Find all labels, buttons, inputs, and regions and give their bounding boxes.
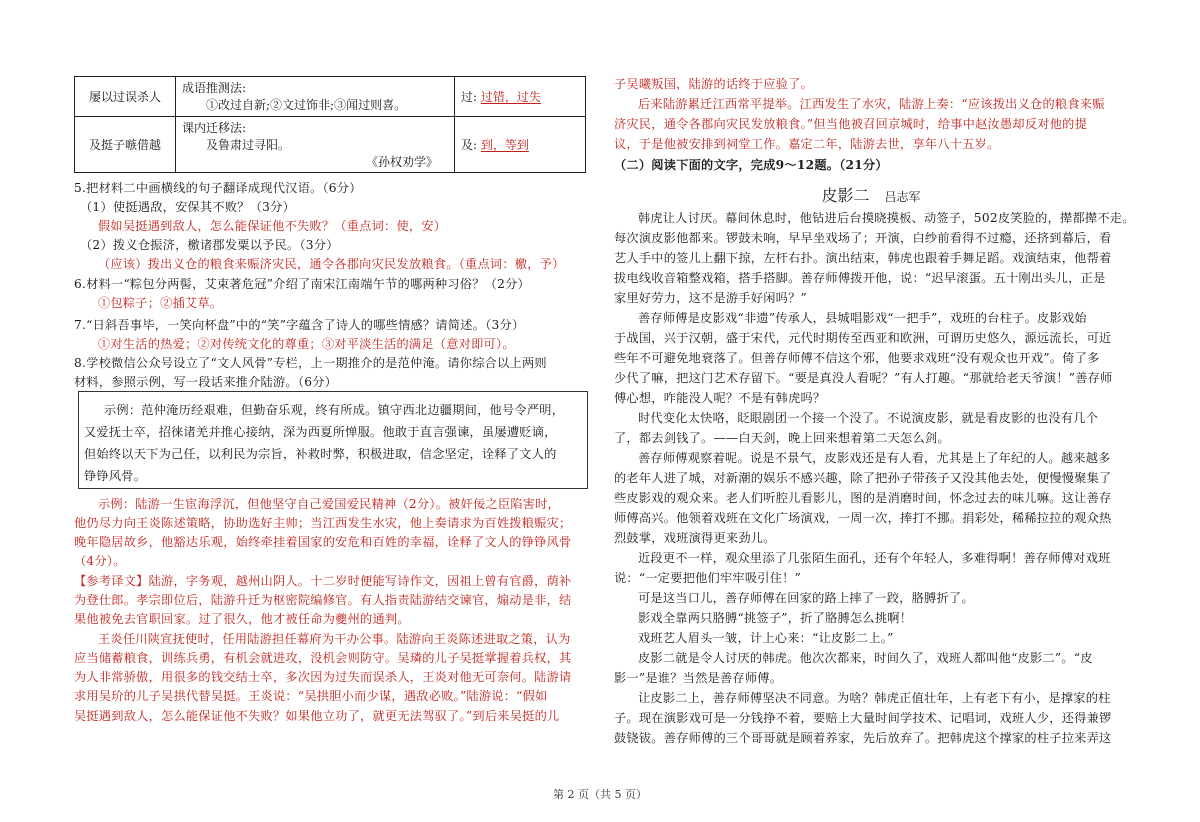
- story-line: 戏班艺人眉头一皱，计上心来：“让皮影二上。”: [638, 631, 894, 645]
- answer-7: ①对生活的热爱；②对传统文化的尊重；③对平淡生活的满足（意对即可）。: [98, 337, 515, 351]
- translation-line: 果他被免去官职回家。过了很久，他才被任命为夔州的通判。: [74, 612, 410, 626]
- answer-label: 及:: [461, 138, 478, 152]
- answer-8-line: 他仍尽力向王炎陈述策略，协助选好主帅；当江西发生水灾，他上奏请求为百姓拨粮赈灾；: [74, 516, 572, 530]
- story-line: 傅心想，咋能没人呢？不是有韩虎吗？: [614, 391, 826, 405]
- question-8-line2: 材料，参照示例，写一段话来推介陆游。（6分）: [74, 375, 338, 389]
- method-cell: [176, 77, 455, 117]
- story-line: 善存师傅观察着呢。说是不景气，皮影戏还是有人看，尤其是上了年纪的人。越来越多: [638, 451, 1111, 465]
- story-line: 让皮影二上，善存师傅坚决不同意。为啥？韩虎正值壮年，上有老下有小，是撑家的柱: [638, 691, 1111, 705]
- translation-line: 应当储蓄粮食，训练兵勇，有机会就进攻，没机会则防守。吴璘的儿子吴挺掌握着兵权，其: [74, 651, 572, 665]
- story-line: 家里好劳力，这不是游手好闲吗？”: [614, 291, 808, 305]
- story-line: 皮影二就是令人讨厌的韩虎。他次次都来，时间久了，戏班人都叫他“皮影二”。“皮: [638, 651, 1093, 665]
- story-line: 善存师傅是皮影戏“非遗”传承人，县城唱影戏“一把手”，戏班的台柱子。皮影戏始: [638, 311, 1087, 325]
- story-title-row: [614, 183, 1128, 206]
- answer-8-line: 示例：陆游一生宦海浮沉，但他坚守自己爱国爱民精神（2分）。被奸佞之臣陷害时，: [98, 497, 561, 511]
- word-cell: 及挺子嗾借越: [75, 117, 176, 173]
- story-line: 师傅高兴。他领着戏班在文化广场演戏，一周一次，捧打不挪。捐彩处，稀稀拉拉的观众热: [614, 511, 1112, 525]
- story-line: 韩虎让人讨厌。幕间休息时，他钻进后台摸晓摸板、动签子，502皮笑脸的，撵都撵不走。: [638, 211, 1135, 225]
- method-cell: [176, 117, 455, 173]
- translation-label: 【参考译文】: [74, 574, 149, 588]
- story-line: 些年不可避免地衰落了。但善存师傅不信这个邪，他要求戏班“没有观众也开戏”。倚了多: [614, 351, 1100, 365]
- story-line: 近段更不一样，观众里添了几张陌生面孔，还有个年轻人，多难得啊！善存师傅对戏班: [638, 551, 1111, 565]
- question-5-1: （1）使挺遇敌，安保其不败？（3分）: [80, 200, 296, 214]
- story-line: 说：“一定要把他们牢牢吸引住！”: [614, 571, 802, 585]
- method-label: 课内迁移法:: [182, 121, 247, 135]
- story-author: 吕志军: [884, 190, 921, 204]
- table-row: [75, 117, 586, 173]
- story-line: 影戏全靠两只胳膊“挑签子”，折了胳膊怎么挑啊！: [638, 611, 913, 625]
- story-line: 了，都去剑钱了。——白天剑，晚上回来想着第二天怎么剑。: [614, 431, 950, 445]
- table-row: [75, 77, 586, 117]
- story-line: 些皮影戏的观众来。老人们听腔儿看影儿，图的是消磨时间，怀念过去的味儿嘛。这让善存: [614, 491, 1112, 505]
- story-line: 时代变化太快咯，眨眼剧团一个接一个没了。不说演皮影，就是看皮影的也没有几个: [638, 411, 1099, 425]
- translation-continued: 后来陆游累迁江西常平提举。江西发生了水灾，陆游上奏：“应该拨出义仓的粮食来赈: [638, 97, 1105, 111]
- answer-cell: [455, 77, 586, 117]
- method-source: 《孙权劝学》: [365, 155, 438, 169]
- translation-continued: 济灾民，通令各郡向灾民发放粮食。”但当他被召回京城时，给事中赵汝愚却反对他的提: [614, 117, 1088, 131]
- translation-continued: 子吴曦叛国，陆游的话终于应验了。: [614, 77, 813, 91]
- answer-8-line: （4分）。: [74, 554, 126, 568]
- method-options: ①改过自新;②文过饰非;③闻过则喜。: [206, 98, 407, 112]
- story-line: 少代了嘛，把这门艺术存留下。“要是真没人看呢？”有人打趣。“那就给老天爷演！”善存师: [614, 371, 1113, 385]
- story-line: 于战国，兴于汉朝，盛于宋代，元代时期传至西亚和欧洲，可谓历史悠久，源远流长，可近: [614, 331, 1112, 345]
- translation-line: 王炎任川陕宣抚使时，任用陆游担任幕府为干办公事。陆游向王炎陈述进取之策，认为: [98, 632, 571, 646]
- translation-line: 为人非常骄傲，用很多的钱交结士卒，多次因为过失而误杀人，王炎对他无可奈何。陆游请: [74, 670, 572, 684]
- answer-label: 过:: [461, 90, 478, 104]
- translation-line: 为登仕郎。孝宗即位后，陆游升迁为枢密院编修官。有人指责陆游结交谏官，煽动是非，结: [74, 593, 572, 607]
- method-label: 成语推测法:: [182, 81, 247, 95]
- question-8-line1: 8.学校微信公众号设立了“文人风骨”专栏，上一期推介的是范仲淹。请你综合以上两则: [74, 356, 547, 370]
- story-line: 艺人手中的签儿上翻下掠，左杆右扑。演出结束，韩虎也跟着手舞足蹈。戏演结束，他帮着: [614, 251, 1112, 265]
- translation-text: 陆游，字务观，越州山阴人。十二岁时便能写诗作文，因祖上曾有官爵，荫补: [148, 574, 572, 588]
- question-5-2: （2）拨义仓振济，檄诸郡发粟以予民。（3分）: [80, 238, 339, 252]
- story-line: 拔电线收音箱整戏箱，搭手搭脚。善存师傅拨开他，说：“迟早滚蛋。五十刚出头儿，正是: [614, 271, 1106, 285]
- story-line: 的老年人进了城，对新潮的娱乐不感兴趣，除了把孙子带孩子又没其他去处，便慢慢聚集了: [614, 471, 1112, 485]
- story-line: 每次演皮影他都来。锣鼓未响，早早坐戏场了；开演，白纱前看得不过瘾，还挤到幕后，看: [614, 231, 1112, 245]
- answer-8-line: 晚年隐居故乡，他豁达乐观，始终牵挂着国家的安危和百姓的幸福，诠释了文人的铮铮风骨: [74, 535, 572, 549]
- section-heading: （二）阅读下面的文字，完成9～12题。（21分）: [614, 158, 888, 172]
- story-line: 可是这当口儿，善存师傅在回家的路上摔了一跤，胳膊折了。: [638, 591, 974, 605]
- answer-5-1: 假如吴挺遇到敌人，怎么能保证他不失败？（重点词：使，安）: [98, 219, 447, 233]
- story-line: 烈鼓掌，戏班演得更来劲儿。: [614, 531, 776, 545]
- question-5: 5.把材料二中画横线的句子翻译成现代汉语。（6分）: [74, 181, 362, 195]
- story-line: 鼓铙钹。善存师傅的三个哥哥就是顾着养家，先后放弃了。把韩虎这个撑家的柱子拉来弄这: [614, 731, 1112, 745]
- story-title: 皮影二: [821, 186, 870, 205]
- answer-value: 过错，过失: [480, 90, 541, 104]
- example-line: 又爱抚士卒，招徕诸羌并推心接纳，深为西夏所惮服。他敢于直言强谏，虽屡遭贬谪，: [84, 425, 557, 439]
- question-6: 6.材料一“粽包分两髻，艾束著危冠”介绍了南宋江南端午节的哪两种习俗？（2分）: [74, 277, 530, 291]
- answer-5-2: （应该）拨出义仓的粮食来赈济灾民，通令各郡向灾民发放粮食。（重点词：檄，予）: [98, 257, 565, 271]
- example-box: [78, 391, 588, 489]
- answer-cell: [455, 117, 586, 173]
- question-7: 7.“日斜吾事毕，一笑向杯盘”中的“笑”字蕴含了诗人的哪些情感？请简述。（3分）: [74, 318, 525, 332]
- example-line: 铮铮风骨。: [84, 469, 147, 483]
- answer-6: ①包粽子；②插艾草。: [98, 296, 223, 310]
- example-line: 但始终以天下为己任，以利民为宗旨，补救时弊，积极进取，信念坚定，诠释了文人的: [84, 447, 557, 461]
- answer-value: 到，等到: [480, 138, 529, 152]
- translation-first-line: [74, 573, 572, 589]
- example-line: 示例：范仲淹历经艰难，但勤奋乐观，终有所成。镇守西北边疆期间，他号令严明，: [104, 403, 565, 417]
- word-cell: 屡以过误杀人: [75, 77, 176, 117]
- translation-continued: 议，于是他被安排到祠堂工作。嘉定二年，陆游去世，享年八十五岁。: [614, 137, 1000, 151]
- translation-line: 求用吴玠的儿子吴拱代替吴挺。王炎说：“吴拱胆小而少谋，遇敌必败。”陆游说：“假如: [74, 689, 548, 703]
- method-example: 及鲁肃过寻阳。: [206, 138, 291, 152]
- page-footer: 第 2 页（共 5 页）: [553, 788, 647, 801]
- story-line: 影一”是谁？当然是善存师傅。: [614, 671, 783, 685]
- translation-line: 吴挺遇到敌人，怎么能保证他不失败？如果他立功了，就更无法驾驭了。”到后来吴挺的儿: [74, 709, 560, 723]
- answer-table: [74, 76, 586, 173]
- story-line: 子。现在演影戏可是一分钱挣不着，要赔上大量时间学技术、记唱词，戏班人少，还得兼锣: [614, 711, 1112, 725]
